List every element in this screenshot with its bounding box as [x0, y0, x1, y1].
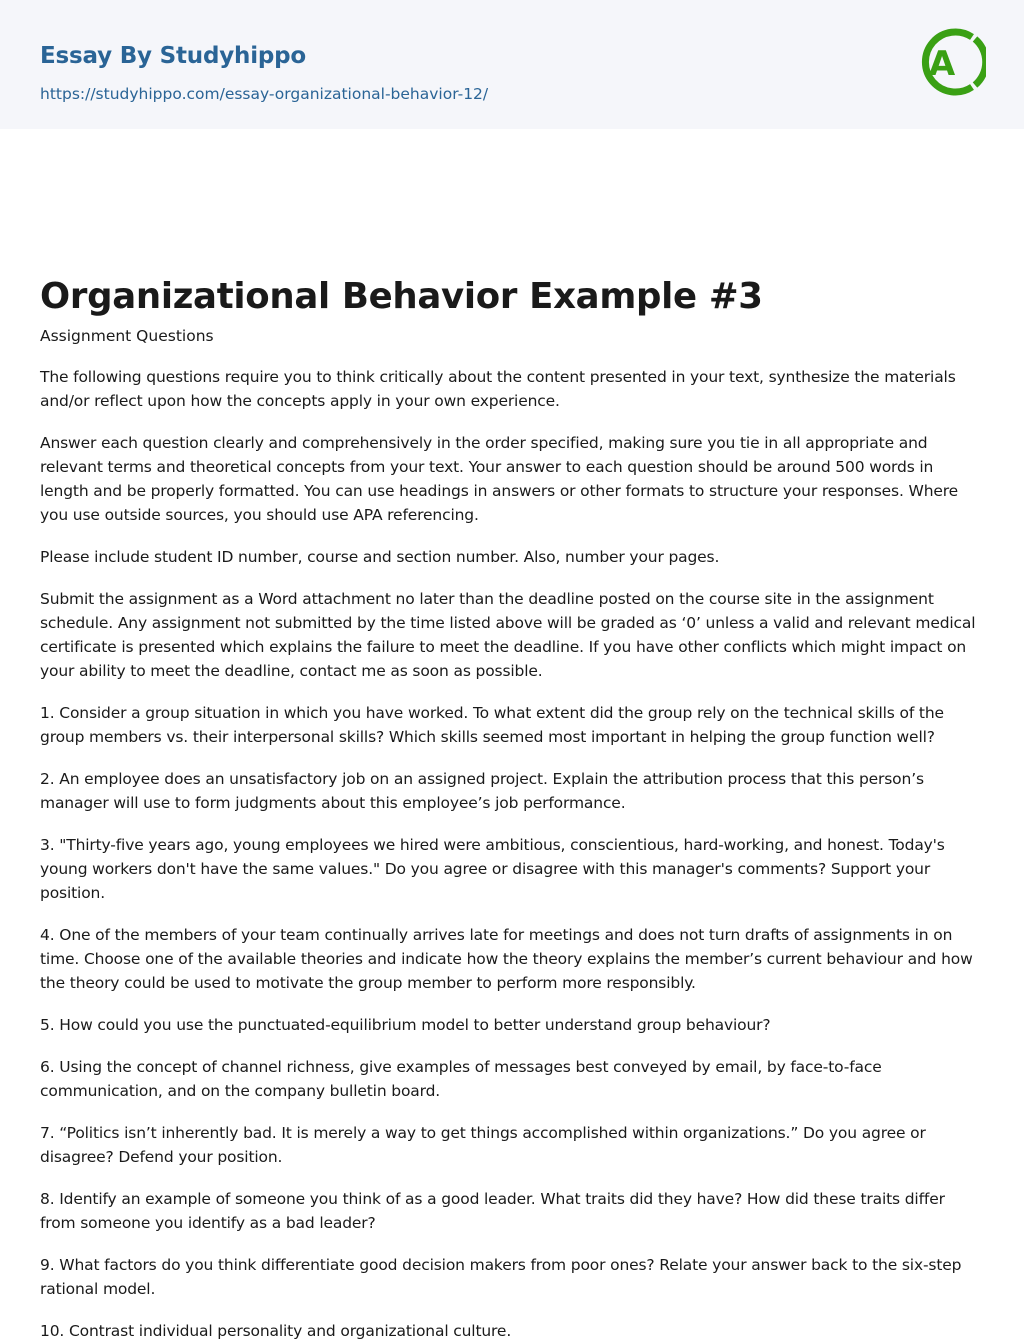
studyhippo-logo-icon — [914, 19, 986, 105]
brand-title: Essay By Studyhippo — [40, 43, 307, 69]
question-10: 10. Contrast individual personality and organizational culture. — [40, 1322, 512, 1340]
question-8: 8. Identify an example of someone you think of as a good leader. What traits did they have? How did these traits differ from someone you identify as a bad leader? — [40, 1190, 945, 1232]
question-4: 4. One of the members of your team continually arrives late for meetings and does not turn drafts of assignments in on time. Choose one of the available theories and indicate how the theory explains the member’s current behaviour and how the theory could be used to motivate the group member to perform more responsibly. — [40, 926, 973, 992]
page-header — [0, 0, 1024, 129]
question-5: 5. How could you use the punctuated-equilibrium model to better understand group behaviour? — [40, 1016, 771, 1034]
source-link[interactable]: https://studyhippo.com/essay-organizational-behavior-12/ — [40, 85, 489, 103]
question-2: 2. An employee does an unsatisfactory job on an assigned project. Explain the attribution process that this person’s manager will use to form judgments about this employee’s job performance. — [40, 770, 924, 812]
instructions-paragraph: Answer each question clearly and comprehensively in the order specified, making sure you tie in all appropriate and relevant terms and theoretical concepts from your text. Your answer to each question should be around 500 words in length and be properly formatted. You can use headings in answers or other formats to structure your responses. Where you use outside sources, you should use APA referencing. — [40, 434, 959, 524]
submission-paragraph: Submit the assignment as a Word attachment no later than the deadline posted on the course site in the assignment schedule. Any assignment not submitted by the time listed above will be graded as ‘0’ unless a valid and relevant medical certificate is presented which explains the failure to meet the deadline. If you have other conflicts which might impact on your ability to meet the deadline, contact me as soon as possible. — [40, 590, 976, 680]
logo-letter: A — [928, 44, 956, 84]
id-paragraph: Please include student ID number, course and section number. Also, number your pages. — [40, 548, 720, 566]
question-1: 1. Consider a group situation in which you have worked. To what extent did the group rely on the technical skills of the group members vs. their interpersonal skills? Which skills seemed most important in helping the group function well? — [40, 704, 944, 746]
question-9: 9. What factors do you think differentiate good decision makers from poor ones? Relate your answer back to the six-step rational model. — [40, 1256, 962, 1298]
page-title: Organizational Behavior Example #3 — [40, 276, 763, 317]
question-7: 7. “Politics isn’t inherently bad. It is merely a way to get things accomplished within organizations.” Do you agree or disagree? Defend your position. — [40, 1124, 926, 1166]
article — [0, 129, 1024, 1343]
question-3: 3. "Thirty-five years ago, young employees we hired were ambitious, conscientious, hard-working, and honest. Today's young workers don't have the same values." Do you agree or disagree with this manager's comments? Support your position. — [40, 836, 945, 902]
article-subtitle: Assignment Questions — [40, 327, 214, 345]
question-6: 6. Using the concept of channel richness, give examples of messages best conveyed by email, by face-to-face communication, and on the company bulletin board. — [40, 1058, 882, 1100]
intro-paragraph: The following questions require you to think critically about the content presented in your text, synthesize the materials and/or reflect upon how the concepts apply in your own experience. — [40, 368, 956, 410]
